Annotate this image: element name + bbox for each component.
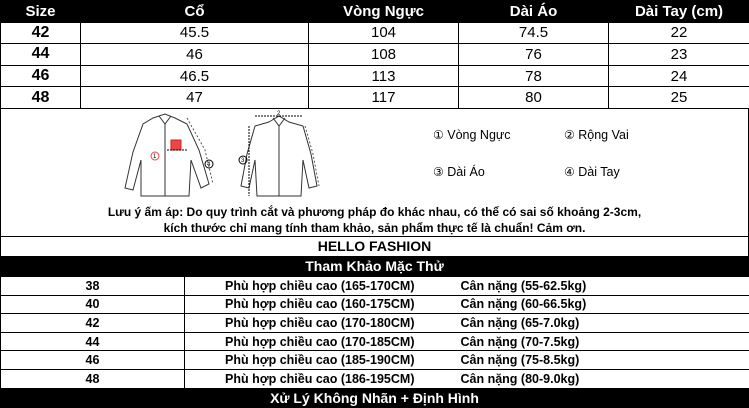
legend-number: ② xyxy=(564,128,575,142)
size-table xyxy=(0,0,749,109)
cell-size: 42 xyxy=(1,22,81,44)
table-row xyxy=(1,44,749,66)
shirt-side-illustration xyxy=(113,110,223,202)
ref-weight: Cân nặng (75-8.5kg) xyxy=(443,351,749,370)
ref-size: 46 xyxy=(1,351,185,370)
cell-size: 44 xyxy=(1,44,81,66)
cell-neck: 46 xyxy=(81,44,309,66)
legend-shoulder xyxy=(564,128,629,142)
shirt-front-illustration xyxy=(233,110,333,202)
ref-weight: Cân nặng (70-7.5kg) xyxy=(443,332,749,351)
cell-length: 78 xyxy=(459,65,609,87)
ref-height: Phù hợp chiều cao (170-185CM) xyxy=(185,332,443,351)
cell-sleeve: 25 xyxy=(609,87,749,109)
cell-neck: 45.5 xyxy=(81,22,309,44)
ref-height: Phù hợp chiều cao (186-195CM) xyxy=(185,369,443,388)
table-row xyxy=(1,369,749,388)
ref-size: 48 xyxy=(1,369,185,388)
brand-title: HELLO FASHION xyxy=(0,237,749,256)
legend-label: Rộng Vai xyxy=(578,128,629,142)
cell-chest: 108 xyxy=(309,44,459,66)
cell-chest: 104 xyxy=(309,22,459,44)
mark-2: 2 xyxy=(277,111,281,117)
legend-number: ④ xyxy=(564,165,575,179)
cell-size: 48 xyxy=(1,87,81,109)
legend-sleeve xyxy=(564,165,620,179)
cell-neck: 46.5 xyxy=(81,65,309,87)
ref-weight: Cân nặng (65-7.0kg) xyxy=(443,314,749,333)
header-neck: Cổ xyxy=(81,1,309,23)
legend-label: Dài Tay xyxy=(578,165,620,179)
table-row xyxy=(1,277,749,296)
size-table-header xyxy=(1,1,749,23)
cell-length: 76 xyxy=(459,44,609,66)
measurement-diagram xyxy=(0,108,749,203)
cell-chest: 113 xyxy=(309,65,459,87)
table-row xyxy=(1,65,749,87)
reference-title: Tham Khảo Mặc Thử xyxy=(0,256,749,276)
ref-height: Phù hợp chiều cao (170-180CM) xyxy=(185,314,443,333)
ref-size: 40 xyxy=(1,295,185,314)
note-line-1: Lưu ý ấm áp: Do quy trình cắt và phương pháp đo khác nhau, có thể có sai số khoảng 2-3cm, xyxy=(107,205,642,219)
ref-weight: Cân nặng (55-62.5kg) xyxy=(443,277,749,296)
legend-number: ③ xyxy=(433,165,444,179)
measurement-note xyxy=(0,203,749,237)
ref-height: Phù hợp chiều cao (185-190CM) xyxy=(185,351,443,370)
legend-length xyxy=(433,165,485,179)
legend-label: Vòng Ngực xyxy=(447,128,511,142)
table-row xyxy=(1,332,749,351)
cell-sleeve: 22 xyxy=(609,22,749,44)
ref-height: Phù hợp chiều cao (160-175CM) xyxy=(185,295,443,314)
legend-number: ① xyxy=(433,128,444,142)
cell-sleeve: 24 xyxy=(609,65,749,87)
cell-length: 80 xyxy=(459,87,609,109)
mark-1: 1 xyxy=(153,154,157,160)
header-sleeve: Dài Tay (cm) xyxy=(609,1,749,23)
footer-banner: Xử Lý Không Nhãn + Định Hình xyxy=(0,388,749,408)
ref-size: 42 xyxy=(1,314,185,333)
ref-weight: Cân nặng (60-66.5kg) xyxy=(443,295,749,314)
header-length: Dài Áo xyxy=(459,1,609,23)
table-row xyxy=(1,351,749,370)
ref-size: 38 xyxy=(1,277,185,296)
legend-label: Dài Áo xyxy=(447,165,485,179)
ref-size: 44 xyxy=(1,332,185,351)
mark-4: 4 xyxy=(207,162,211,168)
mark-3: 3 xyxy=(241,158,245,164)
note-line-2: kích thước chỉ mang tính tham khảo, sản phẩm thực tế là chuẩn! Cảm ơn. xyxy=(163,221,586,235)
table-row xyxy=(1,87,749,109)
table-row xyxy=(1,22,749,44)
ref-weight: Cân nặng (80-9.0kg) xyxy=(443,369,749,388)
header-size: Size xyxy=(1,1,81,23)
table-row xyxy=(1,295,749,314)
cell-sleeve: 23 xyxy=(609,44,749,66)
reference-table xyxy=(0,276,749,389)
ref-height: Phù hợp chiều cao (165-170CM) xyxy=(185,277,443,296)
cell-neck: 47 xyxy=(81,87,309,109)
table-row xyxy=(1,314,749,333)
cell-chest: 117 xyxy=(309,87,459,109)
cell-size: 46 xyxy=(1,65,81,87)
cell-length: 74.5 xyxy=(459,22,609,44)
header-chest: Vòng Ngực xyxy=(309,1,459,23)
legend-chest xyxy=(433,128,511,142)
